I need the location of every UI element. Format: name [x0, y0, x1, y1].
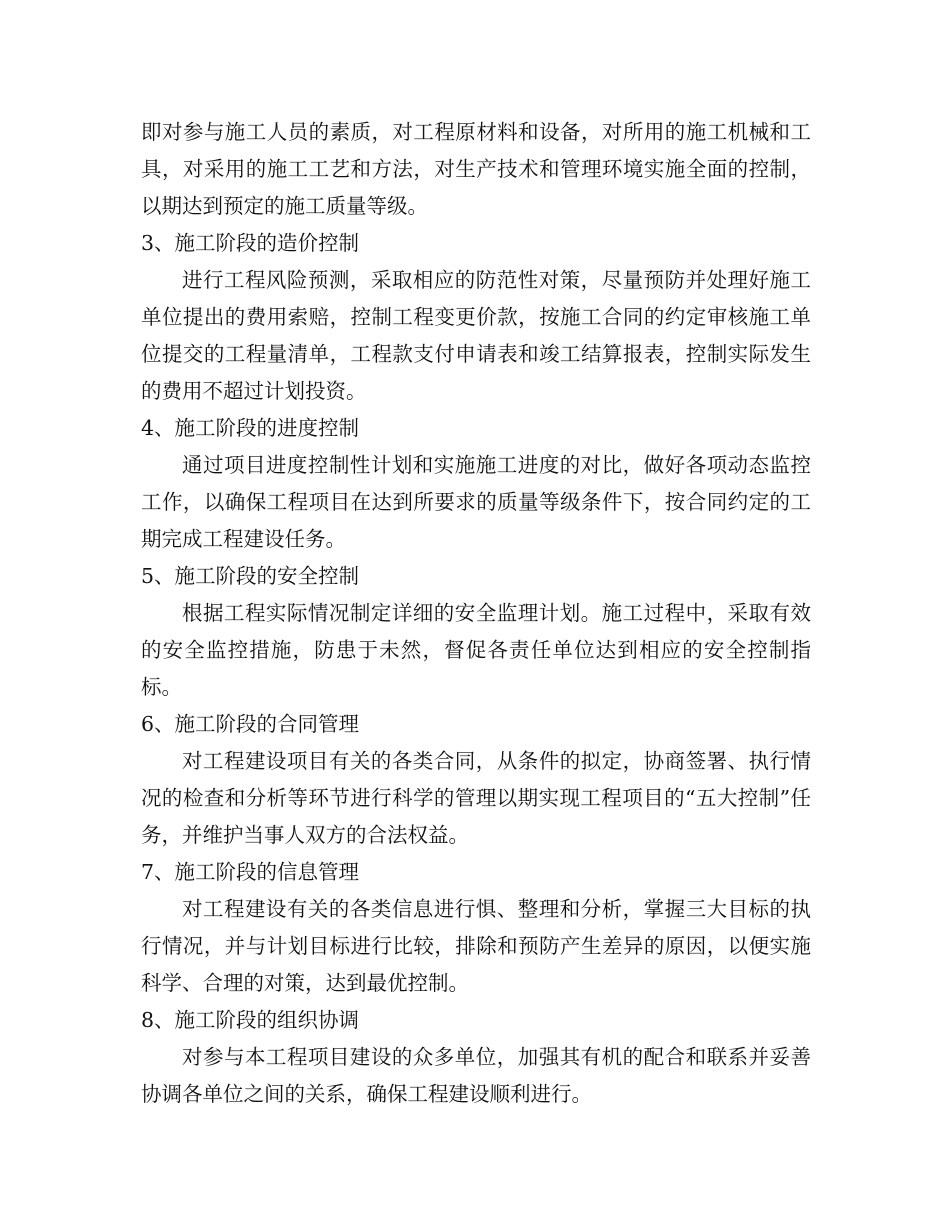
paragraph-contract-management: 对工程建设项目有关的各类合同，从条件的拟定，协商签署、执行情况的检查和分析等环节进行科学的管理以期实现工程项目的“五大控制”任务，并维护当事人双方的合法权益。 [141, 749, 811, 847]
paragraph-coordination: 对参与本工程项目建设的众多单位，加强其有机的配合和联系并妥善协调各单位之间的关系，确保工程建设顺利进行。 [141, 1045, 811, 1106]
document-page [141, 114, 811, 1113]
section-heading-safety-control: 5、施工阶段的安全控制 [141, 564, 360, 588]
paragraph-safety-control: 根据工程实际情况制定详细的安全监理计划。施工过程中，采取有效的安全监控措施，防患于未然，督促各责任单位达到相应的安全控制指标。 [141, 601, 811, 699]
paragraph-information-management: 对工程建设有关的各类信息进行惧、整理和分析，掌握三大目标的执行情况，并与计划目标进行比较，排除和预防产生差异的原因，以便实施科学、合理的对策，达到最优控制。 [141, 897, 811, 995]
paragraph-schedule-control: 通过项目进度控制性计划和实施施工进度的对比，做好各项动态监控工作，以确保工程项目在达到所要求的质量等级条件下，按合同约定的工期完成工程建设任务。 [141, 453, 811, 551]
section-heading-cost-control: 3、施工阶段的造价控制 [141, 231, 360, 255]
paragraph-continuation: 即对参与施工人员的素质，对工程原材料和设备，对所用的施工机械和工具，对采用的施工工艺和方法，对生产技术和管理环境实施全面的控制，以期达到预定的施工质量等级。 [141, 120, 811, 218]
paragraph-cost-control: 进行工程风险预测，采取相应的防范性对策，尽量预防并处理好施工单位提出的费用索赔，控制工程变更价款，按施工合同的约定审核施工单位提交的工程量清单，工程款支付申请表和竣工结算报表，控制实际发生的费用不超过计划投资。 [141, 268, 811, 403]
section-heading-information-management: 7、施工阶段的信息管理 [141, 860, 360, 884]
section-heading-contract-management: 6、施工阶段的合同管理 [141, 712, 360, 736]
section-heading-schedule-control: 4、施工阶段的进度控制 [141, 416, 360, 440]
section-heading-coordination: 8、施工阶段的组织协调 [141, 1008, 360, 1032]
